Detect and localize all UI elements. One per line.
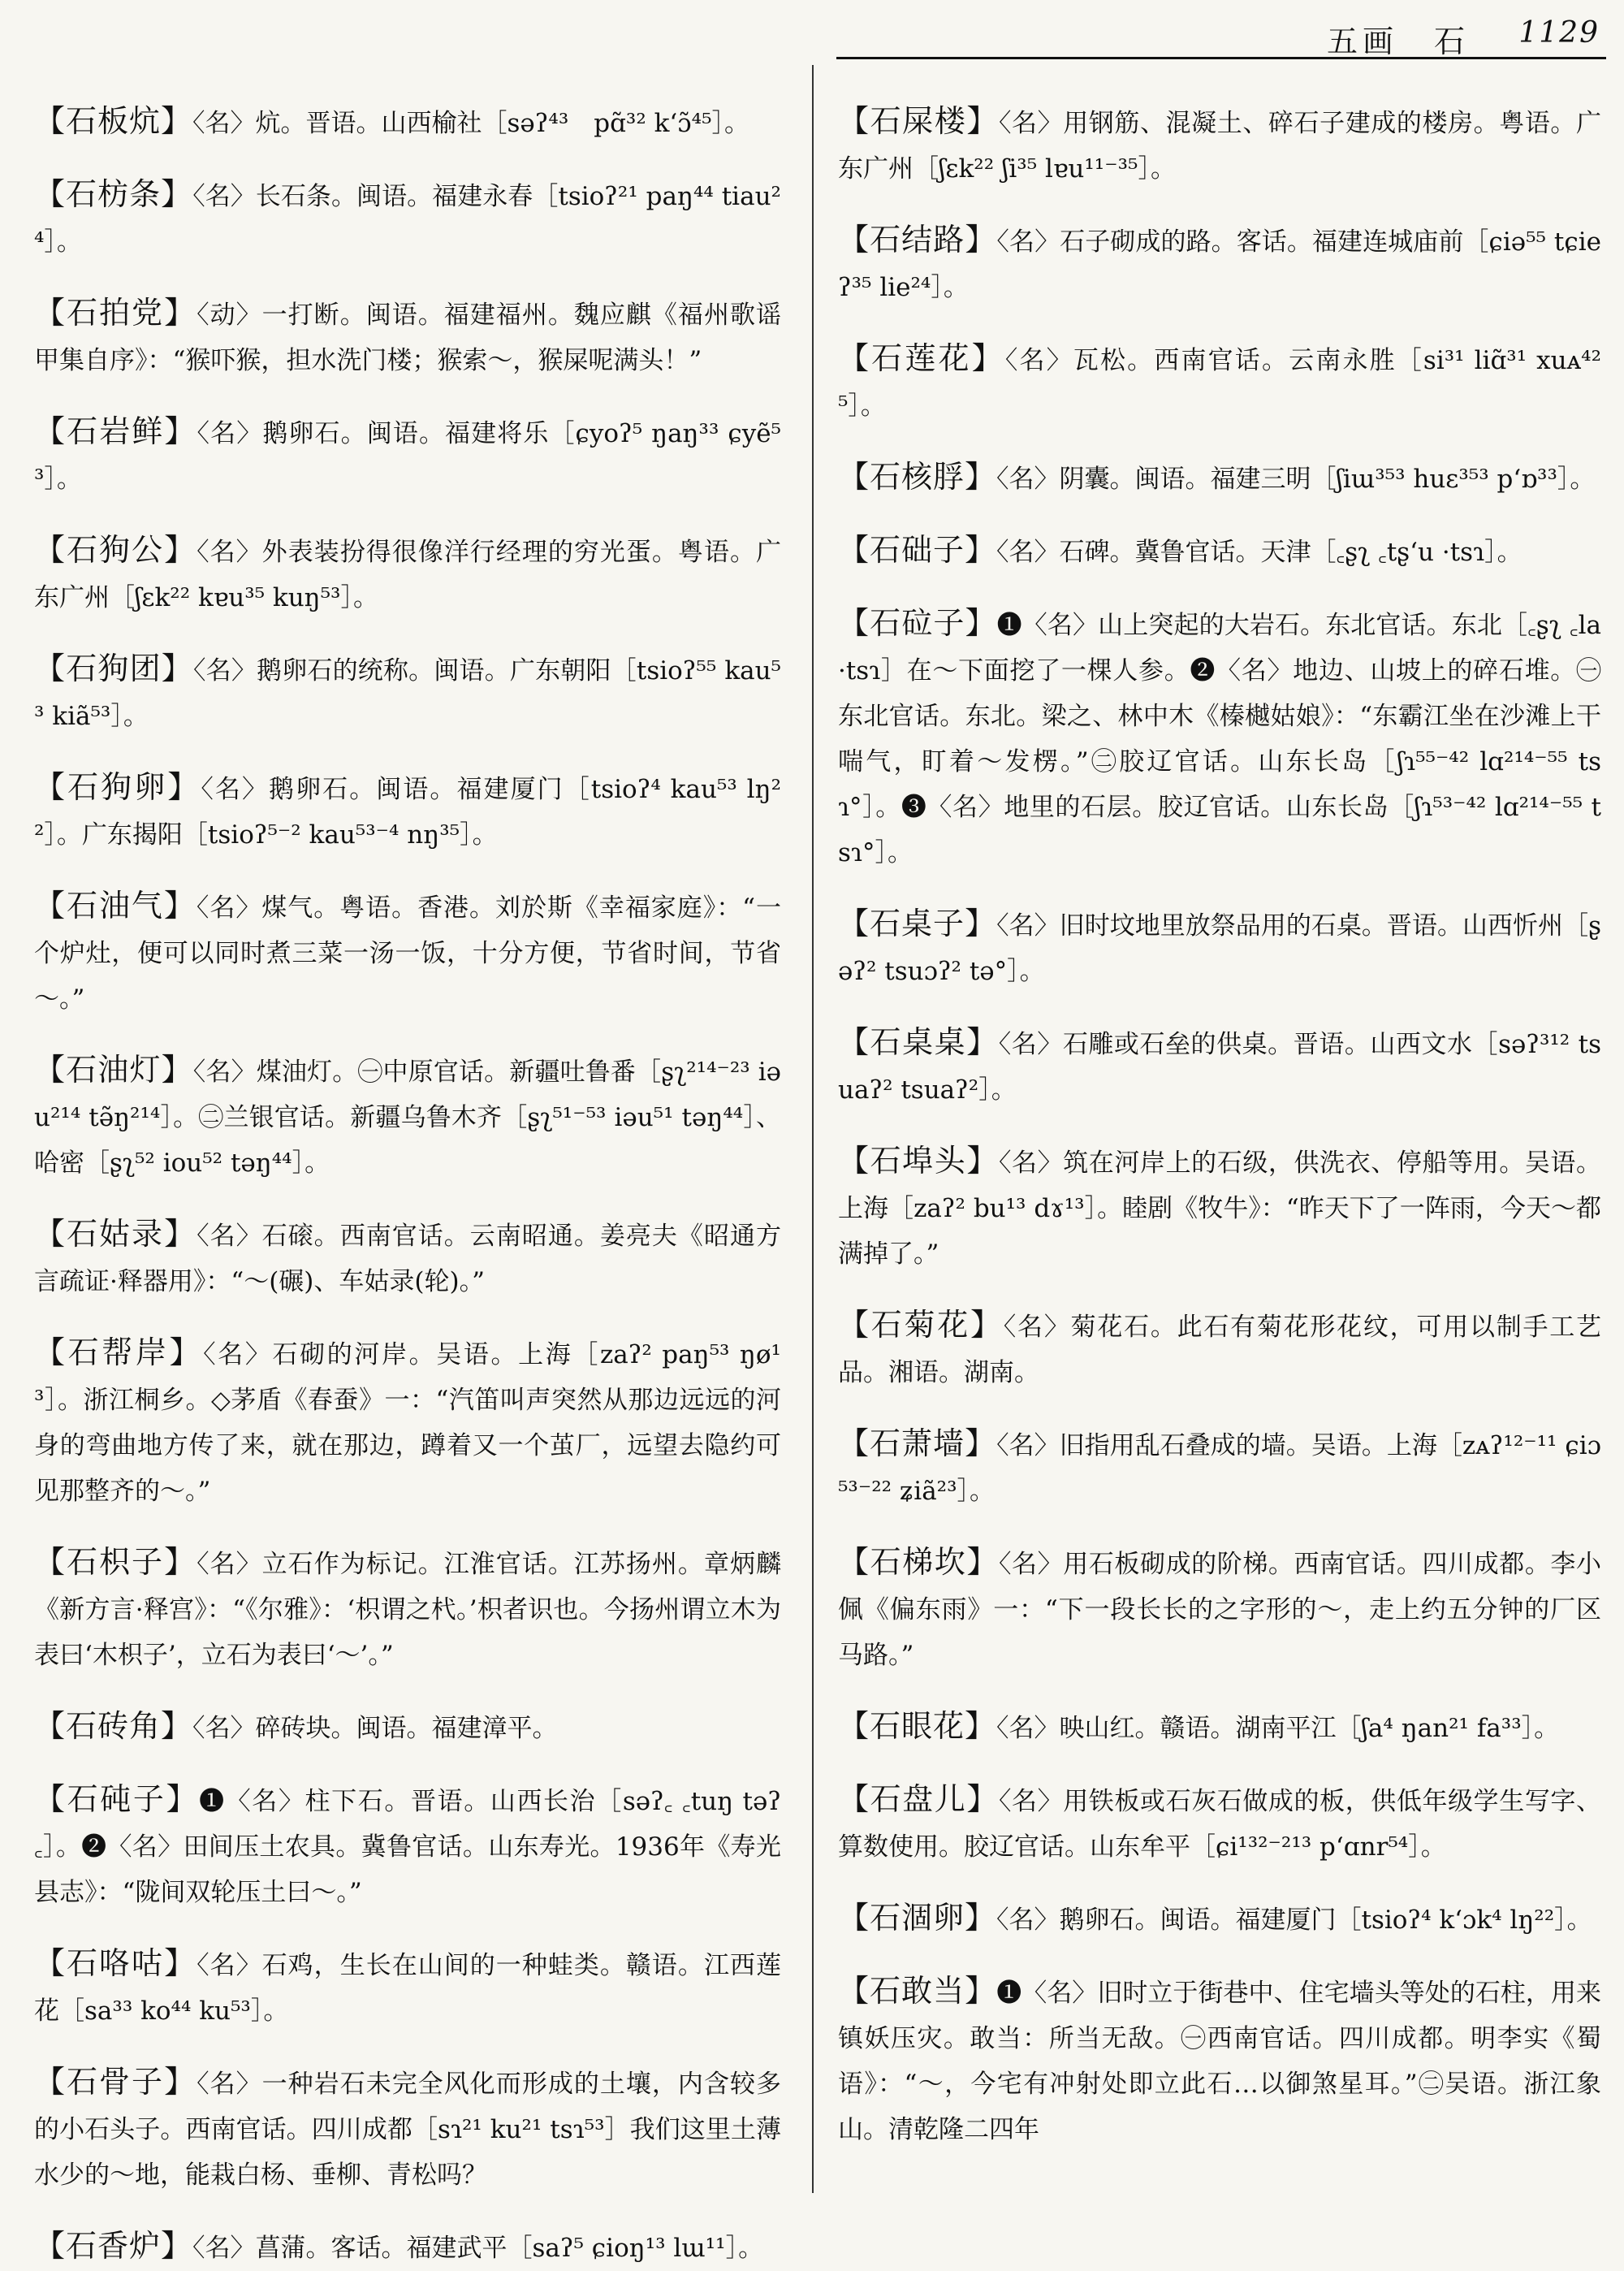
dictionary-entry <box>838 1421 1601 1514</box>
entry-definition: 〈名〉菊花石。此石有菊花形花纹，可用以制手工艺品。湘语。湖南。 <box>838 1313 1601 1387</box>
dictionary-entry <box>838 1776 1601 1870</box>
entry-definition: 〈名〉长石条。闽语。福建永春［tsioʔ²¹ paŋ⁴⁴ tiau²⁴］。 <box>34 182 781 257</box>
header-rule <box>836 57 1606 59</box>
entry-headword: 【石梯坎】 <box>838 1544 999 1580</box>
entry-definition: 〈名〉碎砖块。闽语。福建漳平。 <box>192 1714 558 1743</box>
entry-definition: 〈名〉煤气。粤语。香港。刘於斯《幸福家庭》：“一个炉灶，便可以同时煮三菜一汤一饭，十分方便，节省时间，节省～。” <box>34 893 781 1014</box>
dictionary-entry <box>34 171 781 265</box>
entry-definition: 〈名〉旧时坟地里放祭品用的石桌。晋语。山西忻州［ʂəʔ² tsuɔʔ² tə°］。 <box>838 911 1601 986</box>
entry-definition: 〈名〉鹅卵石的统称。闽语。广东朝阳［tsioʔ⁵⁵ kau⁵³ kiã⁵³］。 <box>34 656 781 731</box>
entry-definition: 〈名〉石子砌成的路。客话。福建连城庙前［ɕiə⁵⁵ tɕieʔ³⁵ lie²⁴］。 <box>838 227 1601 302</box>
dictionary-entry <box>838 1539 1601 1678</box>
entry-headword: 【石拍党】 <box>34 295 197 331</box>
entry-definition: 〈名〉石砌的河岸。吴语。上海［zaʔ² paŋ⁵³ ŋø¹³］。浙江桐乡。◇茅盾《春蚕》一：“汽笛叫声突然从那边远远的河身的弯曲地方传了来，就在那边，蹲着又一个茧厂，远望去隐约可见那整齐的～。” <box>34 1340 781 1506</box>
page-header <box>0 0 1624 63</box>
right-column <box>838 73 1601 2185</box>
dictionary-entry <box>34 1539 781 1678</box>
entry-definition: 〈名〉瓦松。西南官话。云南永胜［si³¹ liɑ̃³¹ xuᴀ⁴²⁵］。 <box>838 346 1601 421</box>
entry-definition: 〈动〉一打断。闽语。福建福州。魏应麒《福州歌谣甲集自序》：“猴吓猴，担水洗门楼；猴索～，猴屎呢满头！” <box>34 301 781 375</box>
entry-headword: 【石盘儿】 <box>838 1781 999 1817</box>
dictionary-entry <box>838 335 1601 429</box>
dictionary-entry <box>838 600 1601 876</box>
page-number: 1129 <box>1518 16 1600 50</box>
dictionary-entry <box>838 454 1601 502</box>
dictionary-entry <box>34 1703 781 1751</box>
entry-headword: 【石狗卵】 <box>34 769 201 805</box>
entry-headword: 【石砖角】 <box>34 1708 193 1744</box>
dictionary-entry <box>34 290 781 383</box>
entry-headword: 【石础子】 <box>838 532 997 568</box>
entry-headword: 【石油灯】 <box>34 1052 193 1088</box>
entry-headword: 【石砘子】 <box>34 1781 200 1817</box>
entry-headword: 【石敢当】 <box>838 1973 997 2009</box>
entry-definition: 〈名〉石碑。冀鲁官话。天津［꜀ʂʅ ꜀tʂʻu ·tsɿ］。 <box>996 538 1522 567</box>
entry-headword: 【石桌桌】 <box>838 1024 999 1060</box>
entry-headword: 【石枋条】 <box>34 176 193 212</box>
dictionary-entry <box>838 527 1601 575</box>
entry-definition: 〈名〉石磙。西南官话。云南昭通。姜亮夫《昭通方言疏证·释器用》：“～(碾)、车姑录(轮)。” <box>34 1222 781 1296</box>
entry-definition: 〈名〉石鸡，生长在山间的一种蛙类。赣语。江西莲花［sa³³ ko⁴⁴ ku⁵³］。 <box>34 1951 781 2026</box>
entry-definition: 〈名〉旧指用乱石叠成的墙。吴语。上海［zᴀʔ¹²⁻¹¹ ɕiɔ⁵³⁻²² ʑiã²³］。 <box>838 1431 1601 1506</box>
entry-definition: 〈名〉阴囊。闽语。福建三明［ʃiɯ³⁵³ huɛ³⁵³ pʻɒ³³］。 <box>996 465 1596 494</box>
dictionary-entry <box>838 1302 1601 1395</box>
dictionary-entry <box>838 901 1601 994</box>
entry-headword: 【石菊花】 <box>838 1307 1004 1343</box>
dictionary-entry <box>34 1940 781 2034</box>
entry-headword: 【石板炕】 <box>34 103 193 139</box>
dictionary-entry <box>34 2223 781 2271</box>
entry-headword: 【石砬子】 <box>838 605 997 641</box>
entry-headword: 【石埠头】 <box>838 1143 999 1179</box>
entry-headword: 【石莲花】 <box>838 340 1005 376</box>
dictionary-entry <box>34 1047 781 1186</box>
entry-headword: 【石骨子】 <box>34 2064 197 2100</box>
entry-headword: 【石核脬】 <box>838 459 997 495</box>
dictionary-entry <box>34 1776 781 1915</box>
entry-headword: 【石涸卵】 <box>838 1900 997 1936</box>
dictionary-entry <box>838 1895 1601 1943</box>
entry-definition: 〈名〉鹅卵石。闽语。福建厦门［tsioʔ⁴ kau⁵³ lŋ²²］。广东揭阳［tsioʔ⁵⁻² kau⁵³⁻⁴ nŋ³⁵］。 <box>34 775 781 850</box>
entry-definition: 〈名〉筑在河岸上的石级，供洗衣、停船等用。吴语。上海［zaʔ² bu¹³ dɤ¹³］。睦剧《牧牛》：“昨天下了一阵雨，今天～都满掉了。” <box>838 1148 1601 1269</box>
dictionary-entry <box>838 217 1601 310</box>
entry-definition: ❶〈名〉柱下石。晋语。山西长治［səʔ꜀ ꜀tuŋ təʔ꜀］。❷〈名〉田间压土农具。冀鲁官话。山东寿光。1936年《寿光县志》：“陇间双轮压土曰～。” <box>34 1787 781 1907</box>
entry-definition: ❶〈名〉旧时立于街巷中、住宅墙头等处的石柱，用来镇妖压灾。敢当：所当无敌。㊀西南官话。四川成都。明李实《蜀语》：“～，今宅有冲射处即立此石…以御煞星耳。”㊁吴语。浙江象山。清乾隆二四年 <box>838 1979 1601 2144</box>
dictionary-entry <box>34 646 781 739</box>
entry-headword: 【石油气】 <box>34 888 197 924</box>
entry-definition: 〈名〉鹅卵石。闽语。福建厦门［tsioʔ⁴ kʻɔk⁴ lŋ²²］。 <box>996 1905 1592 1935</box>
entry-definition: 〈名〉炕。晋语。山西榆社［səʔ⁴³ pɑ̃³² kʻɔ̃⁴⁵］。 <box>192 109 749 138</box>
entry-definition: 〈名〉石雕或石垒的供桌。晋语。山西文水［səʔ³¹² tsuaʔ² tsuaʔ²］。 <box>838 1030 1601 1105</box>
entry-definition: 〈名〉用铁板或石灰石做成的板，供低年级学生写字、算数使用。胶辽官话。山东牟平［ɕi¹³²⁻²¹³ pʻɑnr⁵⁴］。 <box>838 1787 1601 1862</box>
entry-definition: 〈名〉外表装扮得很像洋行经理的穷光蛋。粤语。广东广州［ʃɛk²² kɐu³⁵ kuŋ⁵³］。 <box>34 538 781 612</box>
dictionary-entry <box>838 1019 1601 1113</box>
dictionary-entry <box>838 1968 1601 2152</box>
dictionary-entry <box>34 883 781 1022</box>
dictionary-entry <box>838 1703 1601 1751</box>
entry-headword: 【石咯咕】 <box>34 1945 197 1981</box>
entry-definition: 〈名〉用钢筋、混凝土、碎石子建成的楼房。粤语。广东广州［ʃɛk²² ʃi³⁵ lɐu¹¹⁻³⁵］。 <box>838 109 1601 184</box>
dictionary-entry <box>838 1138 1601 1277</box>
entry-definition: ❶〈名〉山上突起的大岩石。东北官话。东北［꜀ʂʅ ꜀la ·tsɿ］在～下面挖了一棵人参。❷〈名〉地边、山坡上的碎石堆。㊀东北官话。东北。梁之、林中木《榛樾姑娘》：“东霸江坐在沙滩上干喘气，盯着～发楞。”㊁胶辽官话。山东长岛［ʃɿ⁵⁵⁻⁴² lɑ²¹⁴⁻⁵⁵ tsɿ°］。❸〈名〉地里的石层。胶辽官话。山东长岛［ʃɿ⁵³⁻⁴² lɑ²¹⁴⁻⁵⁵ tsɿ°］。 <box>838 611 1601 867</box>
section-title: 五画 石 <box>1326 24 1470 59</box>
entry-headword: 【石狗团】 <box>34 651 193 686</box>
entry-headword: 【石桌子】 <box>838 906 997 941</box>
entry-definition: 〈名〉用石板砌成的阶梯。西南官话。四川成都。李小佩《偏东雨》一：“下一段长长的之字形的～，走上约五分钟的厂区马路。” <box>838 1550 1601 1670</box>
entry-headword: 【石屎楼】 <box>838 103 999 139</box>
dictionary-entry <box>34 409 781 502</box>
dictionary-entry <box>34 764 781 858</box>
entry-headword: 【石香炉】 <box>34 2228 193 2264</box>
entry-definition: 〈名〉菖蒲。客话。福建武平［saʔ⁵ ɕioŋ¹³ lɯ¹¹］。 <box>192 2234 764 2263</box>
dictionary-entry <box>34 1330 781 1514</box>
dictionary-entry <box>34 527 781 621</box>
entry-headword: 【石帮岸】 <box>34 1334 204 1370</box>
left-column <box>34 73 781 2264</box>
entry-definition: 〈名〉映山红。赣语。湖南平江［ʃa⁴ ŋan²¹ fa³³］。 <box>996 1714 1560 1743</box>
entry-headword: 【石萧墙】 <box>838 1425 997 1461</box>
entry-definition: 〈名〉煤油灯。㊀中原官话。新疆吐鲁番［ʂʅ²¹⁴⁻²³ iəu²¹⁴ tə̃ŋ²¹⁴］。㊁兰银官话。新疆乌鲁木齐［ʂʅ⁵¹⁻⁵³ iəu⁵¹ təŋ⁴⁴］、哈密［ʂʅ⁵² iou⁵² təŋ⁴⁴］。 <box>34 1058 781 1178</box>
entry-definition: 〈名〉鹅卵石。闽语。福建将乐［ɕyoʔ⁵ ŋaŋ³³ ɕyẽ⁵³］。 <box>34 419 781 494</box>
dictionary-entry <box>34 98 781 146</box>
entry-headword: 【石姑录】 <box>34 1216 197 1252</box>
column-divider <box>812 65 814 2193</box>
dictionary-entry <box>838 98 1601 192</box>
dictionary-entry <box>34 1211 781 1304</box>
entry-headword: 【石枳子】 <box>34 1544 197 1580</box>
entry-headword: 【石岩鲜】 <box>34 413 197 449</box>
dictionary-entry <box>34 2059 781 2198</box>
entry-definition: 〈名〉一种岩石未完全风化而形成的土壤，内含较多的小石头子。西南官话。四川成都［sɿ²¹ ku²¹ tsɿ⁵³］我们这里土薄水少的～地，能栽白杨、垂柳、青松吗？ <box>34 2070 781 2190</box>
entry-headword: 【石狗公】 <box>34 532 197 568</box>
entry-headword: 【石结路】 <box>838 222 997 257</box>
entry-definition: 〈名〉立石作为标记。江淮官话。江苏扬州。章炳麟《新方言·释宫》：“《尔雅》：‘枳谓之杙。’枳者识也。今扬州谓立木为表曰‘木枳子’，立石为表曰‘～’。” <box>34 1550 781 1670</box>
entry-headword: 【石眼花】 <box>838 1708 997 1744</box>
